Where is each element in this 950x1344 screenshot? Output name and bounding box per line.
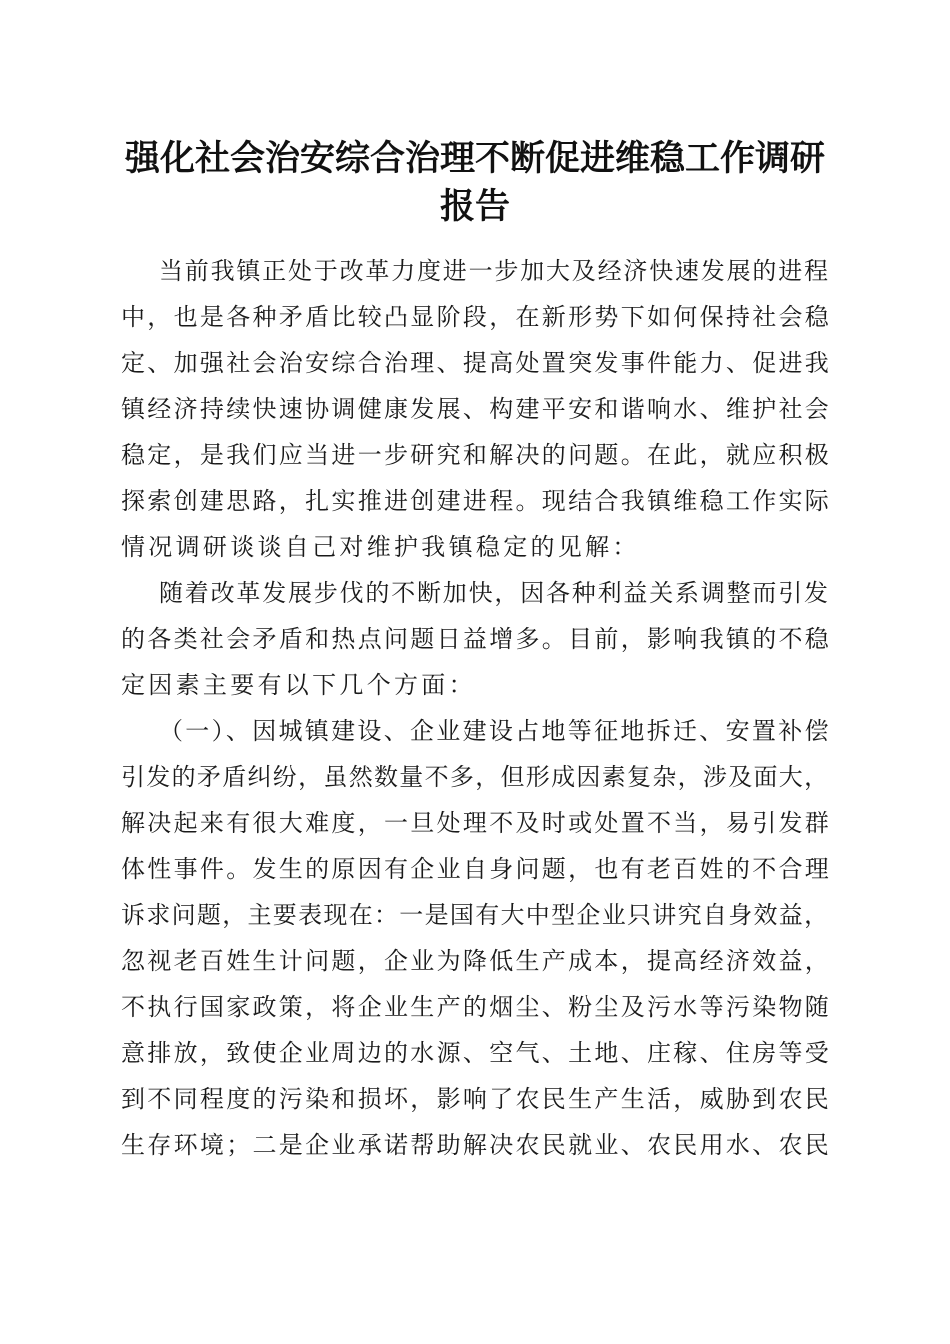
body-line: 情况调研谈谈自己对维护我镇稳定的见解： <box>121 533 640 561</box>
body-line: 定因素主要有以下几个方面： <box>121 671 476 699</box>
body-line: 镇经济持续快速协调健康发展、构建平安和谐响水、维护社会 <box>121 395 832 423</box>
body-line: 引发的矛盾纠纷，虽然数量不多，但形成因素复杂，涉及面大， <box>121 763 830 791</box>
body-line: 定、加强社会治安综合治理、提高处置突发事件能力、促进我 <box>121 349 832 377</box>
body-line: 生存环境；二是企业承诺帮助解决农民就业、农民用水、农民 <box>121 1131 832 1159</box>
document-title-line-2: 报告 <box>439 186 510 227</box>
body-line: 到不同程度的污染和损坏，影响了农民生产生活，威胁到农民 <box>121 1085 832 1113</box>
document-title-line-1: 强化社会治安综合治理不断促进维稳工作调研 <box>124 138 825 179</box>
body-line: 不执行国家政策，将企业生产的烟尘、粉尘及污水等污染物随 <box>121 993 832 1021</box>
body-line: 的各类社会矛盾和热点问题日益增多。目前，影响我镇的不稳 <box>121 625 832 653</box>
body-line: 解决起来有很大难度，一旦处理不及时或处置不当，易引发群 <box>121 809 832 837</box>
body-line: 诉求问题，主要表现在：一是国有大中型企业只讲究自身效益， <box>121 901 830 929</box>
body-line: 随着改革发展步伐的不断加快，因各种利益关系调整而引发 <box>159 579 830 607</box>
body-line: 当前我镇正处于改革力度进一步加大及经济快速发展的进程 <box>159 257 830 285</box>
body-line: 意排放，致使企业周边的水源、空气、土地、庄稼、住房等受 <box>121 1039 832 1067</box>
body-line: 体性事件。发生的原因有企业自身问题，也有老百姓的不合理 <box>121 855 832 883</box>
body-line: 探索创建思路，扎实推进创建进程。现结合我镇维稳工作实际 <box>121 487 832 515</box>
body-line: （一）、因城镇建设、企业建设占地等征地拆迁、安置补偿 <box>159 717 831 745</box>
document-body <box>121 248 835 1168</box>
body-line: 中，也是各种矛盾比较凸显阶段，在新形势下如何保持社会稳 <box>121 303 832 331</box>
body-line: 忽视老百姓生计问题，企业为降低生产成本，提高经济效益， <box>121 947 832 975</box>
body-line: 稳定，是我们应当进一步研究和解决的问题。在此，就应积极 <box>121 441 832 469</box>
